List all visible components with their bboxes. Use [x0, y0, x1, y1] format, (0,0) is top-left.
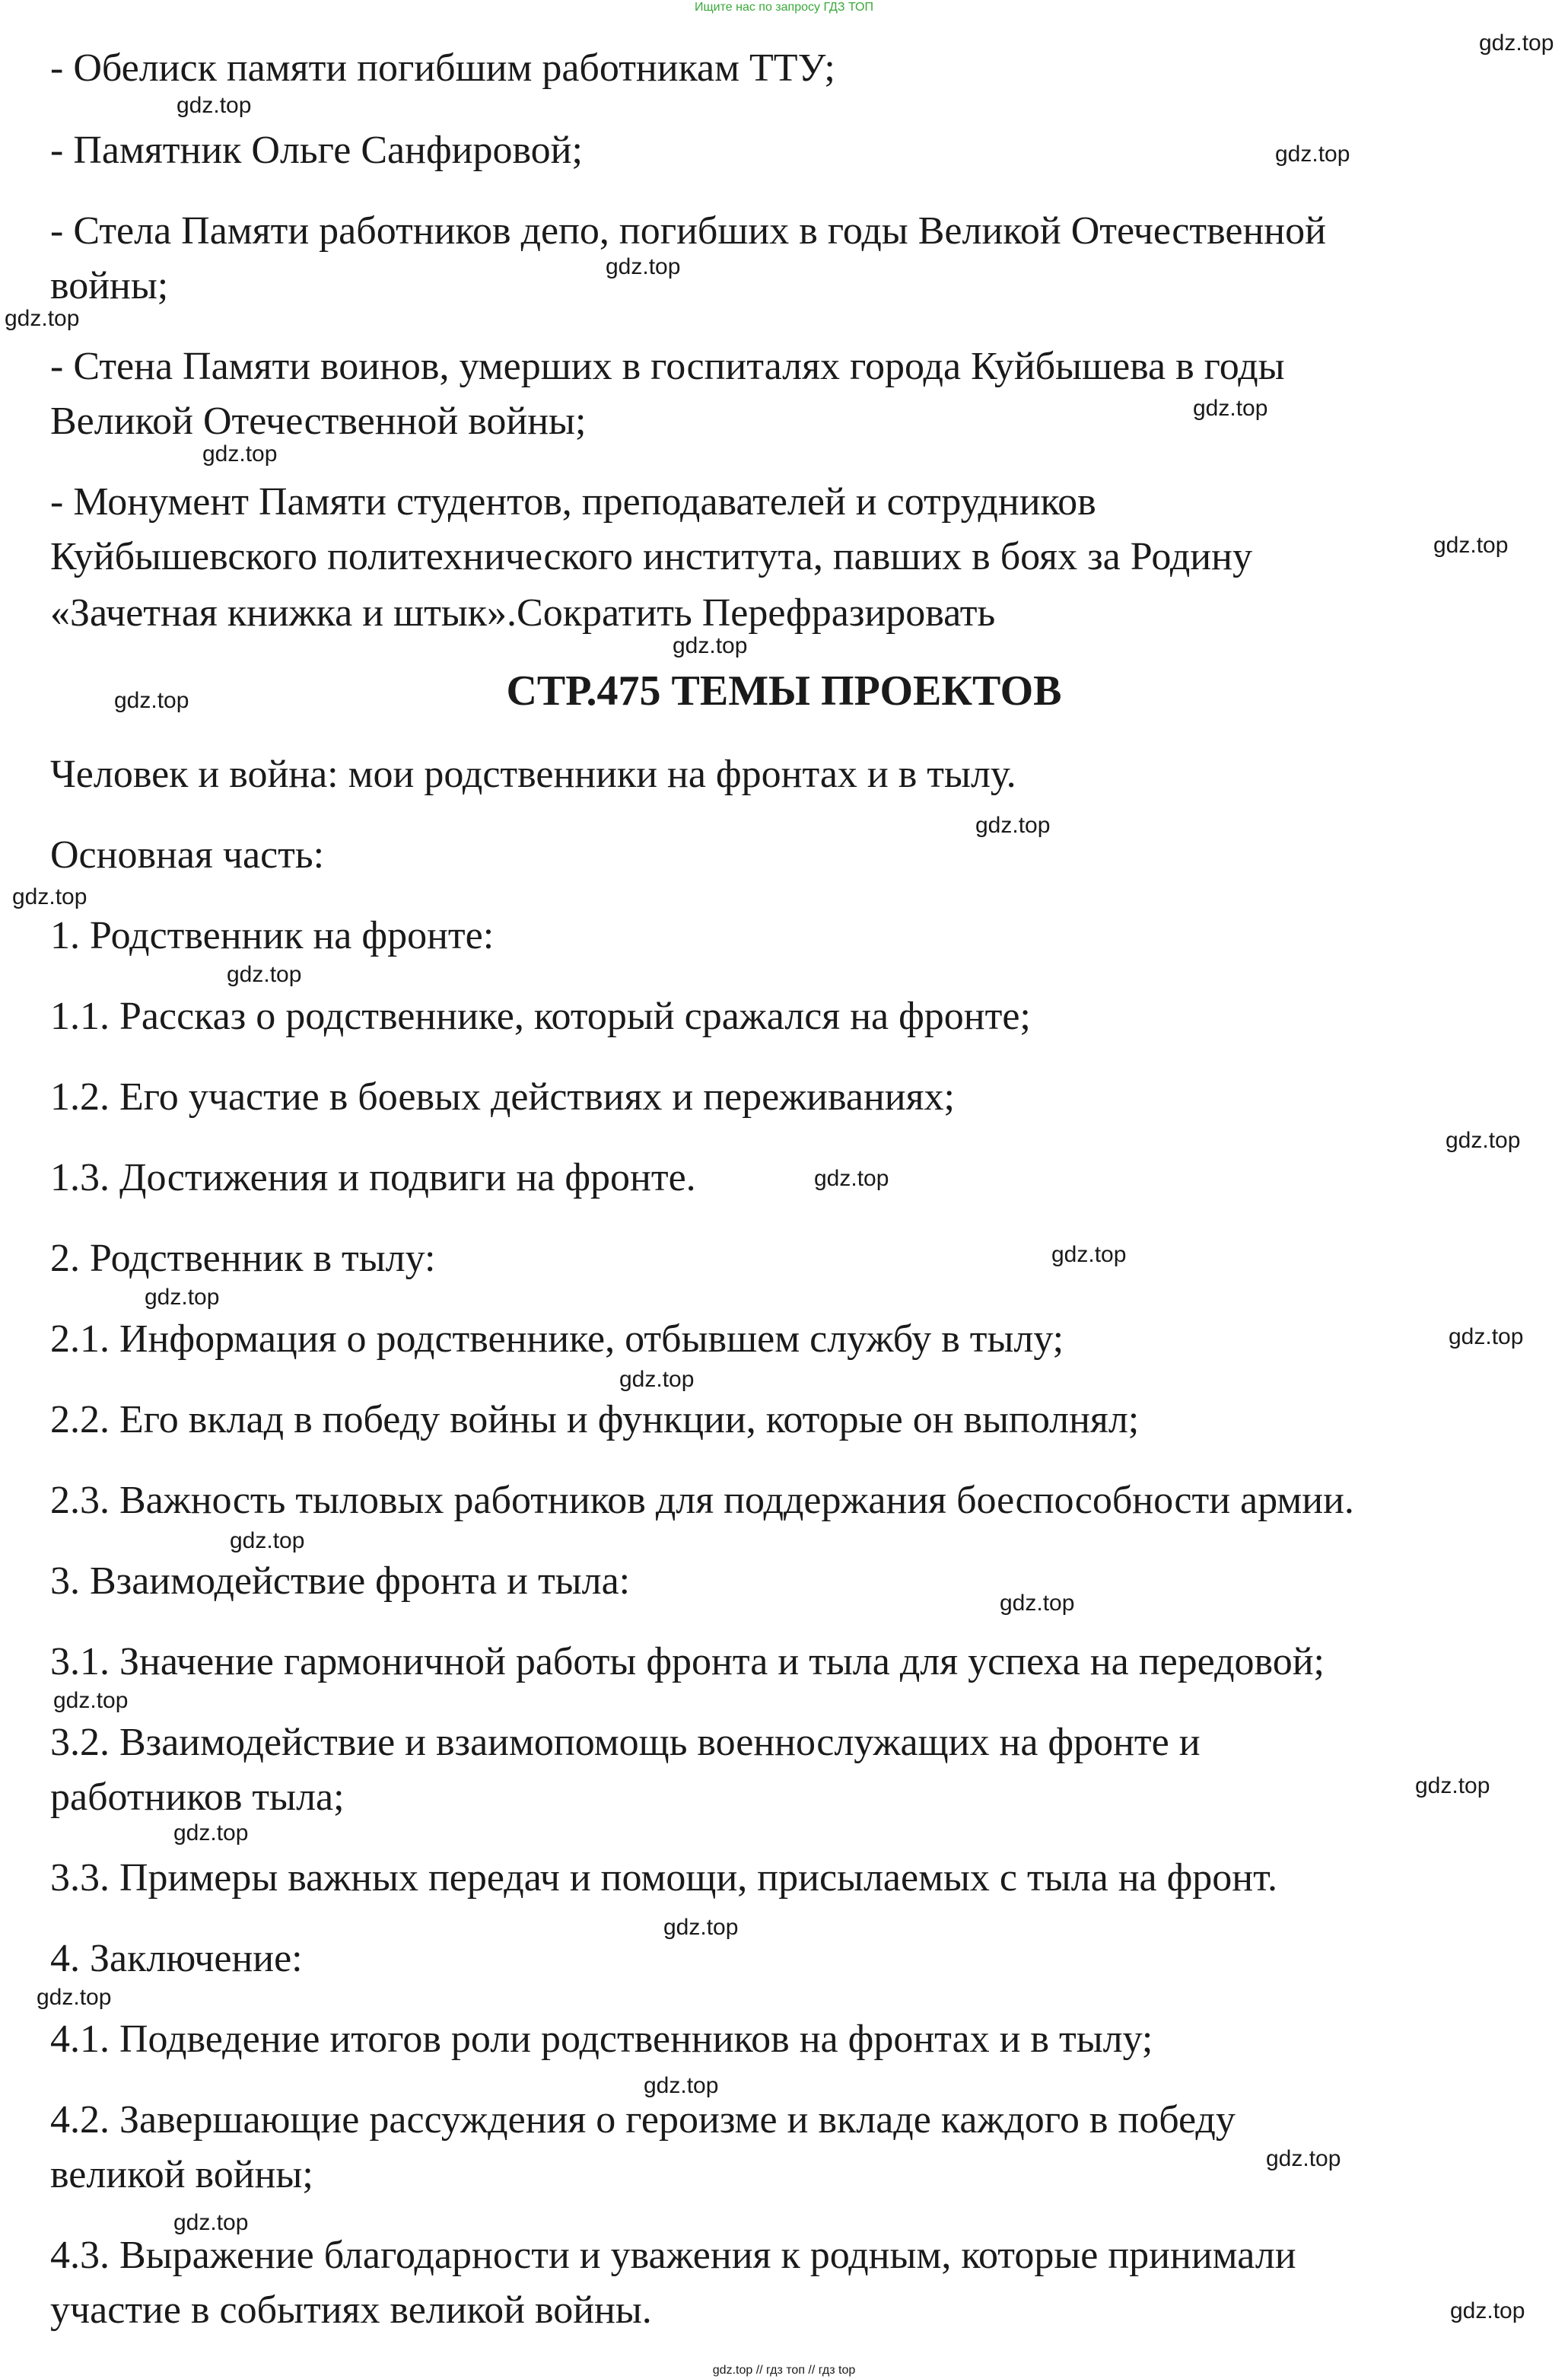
watermark: gdz.top: [1433, 533, 1509, 558]
monument-line: - Стела Памяти работников депо, погибших в годы Великой Отечественной: [50, 209, 1326, 253]
watermark: gdz.top: [12, 884, 87, 909]
outline-item: 2.1. Информация о родственнике, отбывшем службу в тылу;: [50, 1317, 1064, 1361]
outline-item: 3. Взаимодействие фронта и тыла:: [50, 1559, 631, 1603]
outline-item: работников тыла;: [50, 1775, 345, 1819]
watermark: gdz.top: [227, 962, 302, 987]
monument-line: «Зачетная книжка и штык».Сократить Перефразировать: [50, 591, 996, 635]
monument-line: - Памятник Ольге Санфировой;: [50, 129, 583, 172]
watermark: gdz.top: [1193, 396, 1268, 421]
watermark: gdz.top: [1415, 1773, 1490, 1798]
watermark: gdz.top: [173, 1820, 249, 1846]
outline-item: 4. Заключение:: [50, 1937, 303, 1980]
outline-item: 4.1. Подведение итогов роли родственников на фронтах и в тылу;: [50, 2018, 1153, 2061]
outline-item: 3.1. Значение гармоничной работы фронта и тыла для успеха на передовой;: [50, 1640, 1325, 1683]
outline-item: 2. Родственник в тылу:: [50, 1237, 436, 1280]
watermark: gdz.top: [1450, 2298, 1525, 2323]
outline-item: 1.1. Рассказ о родственнике, который сражался на фронте;: [50, 995, 1031, 1038]
watermark: gdz.top: [673, 633, 748, 658]
monument-line: - Монумент Памяти студентов, преподавателей и сотрудников: [50, 480, 1096, 524]
watermark: gdz.top: [5, 306, 80, 331]
page-heading: СТР.475 ТЕМЫ ПРОЕКТОВ: [506, 667, 1062, 715]
watermark: gdz.top: [145, 1285, 220, 1310]
outline-item: 3.3. Примеры важных передач и помощи, присылаемых с тыла на фронт.: [50, 1856, 1277, 1900]
monument-line: Куйбышевского политехнического института, павших в боях за Родину: [50, 535, 1252, 578]
project-title: Человек и война: мои родственники на фронтах и в тылу.: [50, 753, 1016, 796]
watermark: gdz.top: [619, 1367, 695, 1392]
footer: gdz.top // гдз топ // гдз top: [712, 2364, 856, 2377]
watermark: gdz.top: [663, 1915, 739, 1940]
watermark: gdz.top: [1000, 1591, 1075, 1616]
monument-line: - Обелиск памяти погибшим работникам ТТУ;: [50, 46, 835, 90]
watermark: gdz.top: [1446, 1128, 1521, 1153]
watermark: gdz.top: [1449, 1324, 1524, 1349]
outline-item: 4.2. Завершающие рассуждения о героизме и вкладе каждого в победу: [50, 2098, 1236, 2142]
monument-line: - Стена Памяти воинов, умерших в госпиталях города Куйбышева в годы: [50, 345, 1285, 388]
watermark: gdz.top: [644, 2073, 719, 2098]
outline-item: 1.3. Достижения и подвиги на фронте.: [50, 1156, 696, 1199]
watermark: gdz.top: [114, 688, 189, 713]
watermark: gdz.top: [1051, 1242, 1127, 1267]
watermark: gdz.top: [230, 1528, 305, 1553]
watermark: gdz.top: [1275, 142, 1350, 167]
top-banner: Ищите нас по запросу ГДЗ ТОП: [695, 1, 873, 14]
watermark: gdz.top: [37, 1985, 112, 2010]
watermark: gdz.top: [1479, 30, 1554, 56]
watermark: gdz.top: [177, 93, 252, 118]
watermark: gdz.top: [606, 254, 681, 279]
outline-item: 1. Родственник на фронте:: [50, 914, 495, 957]
outline-item: 4.3. Выражение благодарности и уважения к родным, которые принимали: [50, 2234, 1296, 2277]
outline-item: 2.2. Его вклад в победу войны и функции, которые он выполнял;: [50, 1398, 1140, 1441]
watermark: gdz.top: [1266, 2146, 1341, 2171]
outline-item: участие в событиях великой войны.: [50, 2288, 652, 2332]
outline-item: великой войны;: [50, 2153, 313, 2196]
watermark: gdz.top: [173, 2210, 249, 2235]
watermark: gdz.top: [202, 441, 278, 467]
monument-line: войны;: [50, 264, 169, 307]
outline-item: 3.2. Взаимодействие и взаимопомощь военнослужащих на фронте и: [50, 1721, 1201, 1764]
section-heading: Основная часть:: [50, 833, 325, 877]
outline-item: 2.3. Важность тыловых работников для поддержания боеспособности армии.: [50, 1479, 1354, 1522]
outline-item: 1.2. Его участие в боевых действиях и переживаниях;: [50, 1075, 955, 1119]
watermark: gdz.top: [53, 1688, 129, 1713]
watermark: gdz.top: [814, 1166, 889, 1191]
monument-line: Великой Отечественной войны;: [50, 400, 587, 443]
watermark: gdz.top: [975, 813, 1051, 838]
